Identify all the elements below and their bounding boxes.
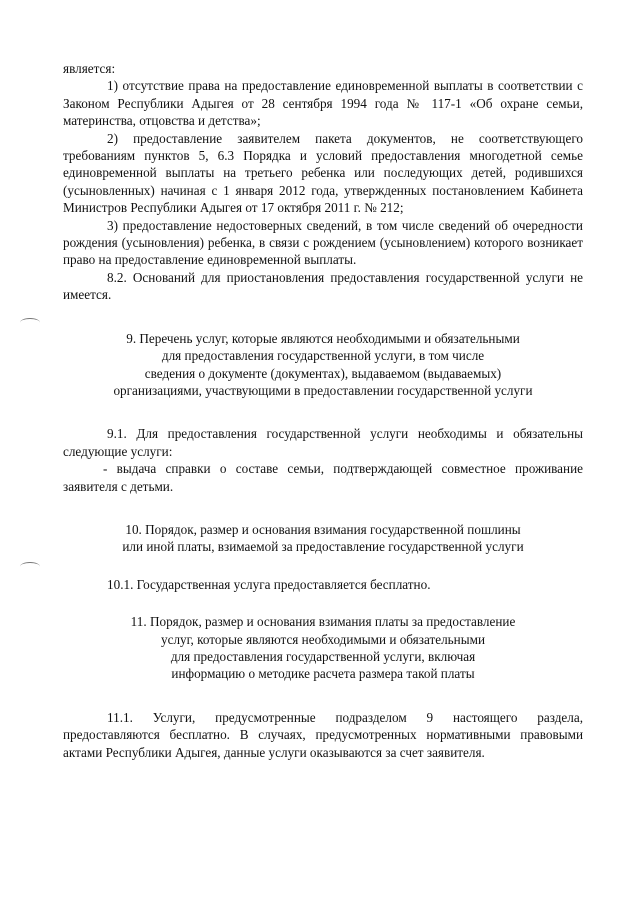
paragraph-9-1-item: - выдача справки о составе семьи, подтверждающей совместное проживание заявителя с детьми. — [63, 461, 583, 494]
paragraph-9-1: 9.1. Для предоставления государственной услуги необходимы и обязательны следующие услуги: — [63, 426, 583, 459]
heading-line: 9. Перечень услуг, которые являются необходимыми и обязательными — [126, 330, 520, 346]
section-heading-9 — [63, 330, 583, 400]
heading-line: информацию о методике расчета размера такой платы — [171, 666, 475, 682]
heading-line: или иной платы, взимаемой за предоставление государственной услуги — [122, 539, 524, 555]
paragraph-item-3: 3) предоставление недостоверных сведений, в том числе сведений об очередности рождения (усыновления) ребенка, в связи с рождением (усыновлением) которого возникает право на предоставление единовременной выплаты. — [63, 217, 583, 268]
heading-line: услуг, которые являются необходимыми и обязательными — [161, 631, 485, 647]
paragraph-10-1: 10.1. Государственная услуга предоставляется бесплатно. — [107, 576, 431, 592]
heading-line: для предоставления государственной услуги, в том числе — [161, 348, 485, 364]
heading-line: сведения о документе (документах), выдаваемом (выдаваемых) — [144, 365, 502, 381]
section-heading-10 — [63, 521, 583, 556]
document-body — [63, 60, 583, 761]
paragraph-item-2: 2) предоставление заявителем пакета документов, не соответствующего требованиям пунктов 5, 6.3 Порядка и условий предоставления многодетной семье единовременной выплаты на третьего ребенка или последующих детей, родившихся (усыновленных) начиная с 1 января 2012 года, утвержденных постановлением Кабинета Министров Республики Адыгея от 17 октября 2011 г. № 212; — [63, 130, 583, 216]
paragraph-item-1: 1) отсутствие права на предоставление единовременной выплаты в соответствии с Законом Республики Адыгея от 28 сентября 1994 года № 117-1 «Об охране семьи, материнства, отцовства и детства»; — [63, 78, 583, 129]
heading-line: 11. Порядок, размер и основания взимания платы за предоставление — [130, 614, 516, 630]
heading-line: для предоставления государственной услуги, включая — [170, 648, 476, 664]
paragraph-intro: является: — [63, 61, 116, 76]
paragraph-11-1: 11.1. Услуги, предусмотренные подразделом 9 настоящего раздела, предоставляются бесплатно. В случаях, предусмотренных нормативными правовыми актами Республики Адыгея, данные услуги оказываются за счет заявителя. — [63, 709, 583, 760]
heading-line: 10. Порядок, размер и основания взимания государственной пошлины — [125, 521, 521, 537]
margin-mark — [20, 562, 40, 571]
heading-line: организациями, участвующими в предоставлении государственной услуги — [113, 382, 533, 398]
section-heading-11 — [63, 613, 583, 683]
paragraph-8-2: 8.2. Оснований для приостановления предоставления государственной услуги не имеется. — [63, 269, 583, 303]
margin-mark — [20, 318, 40, 327]
